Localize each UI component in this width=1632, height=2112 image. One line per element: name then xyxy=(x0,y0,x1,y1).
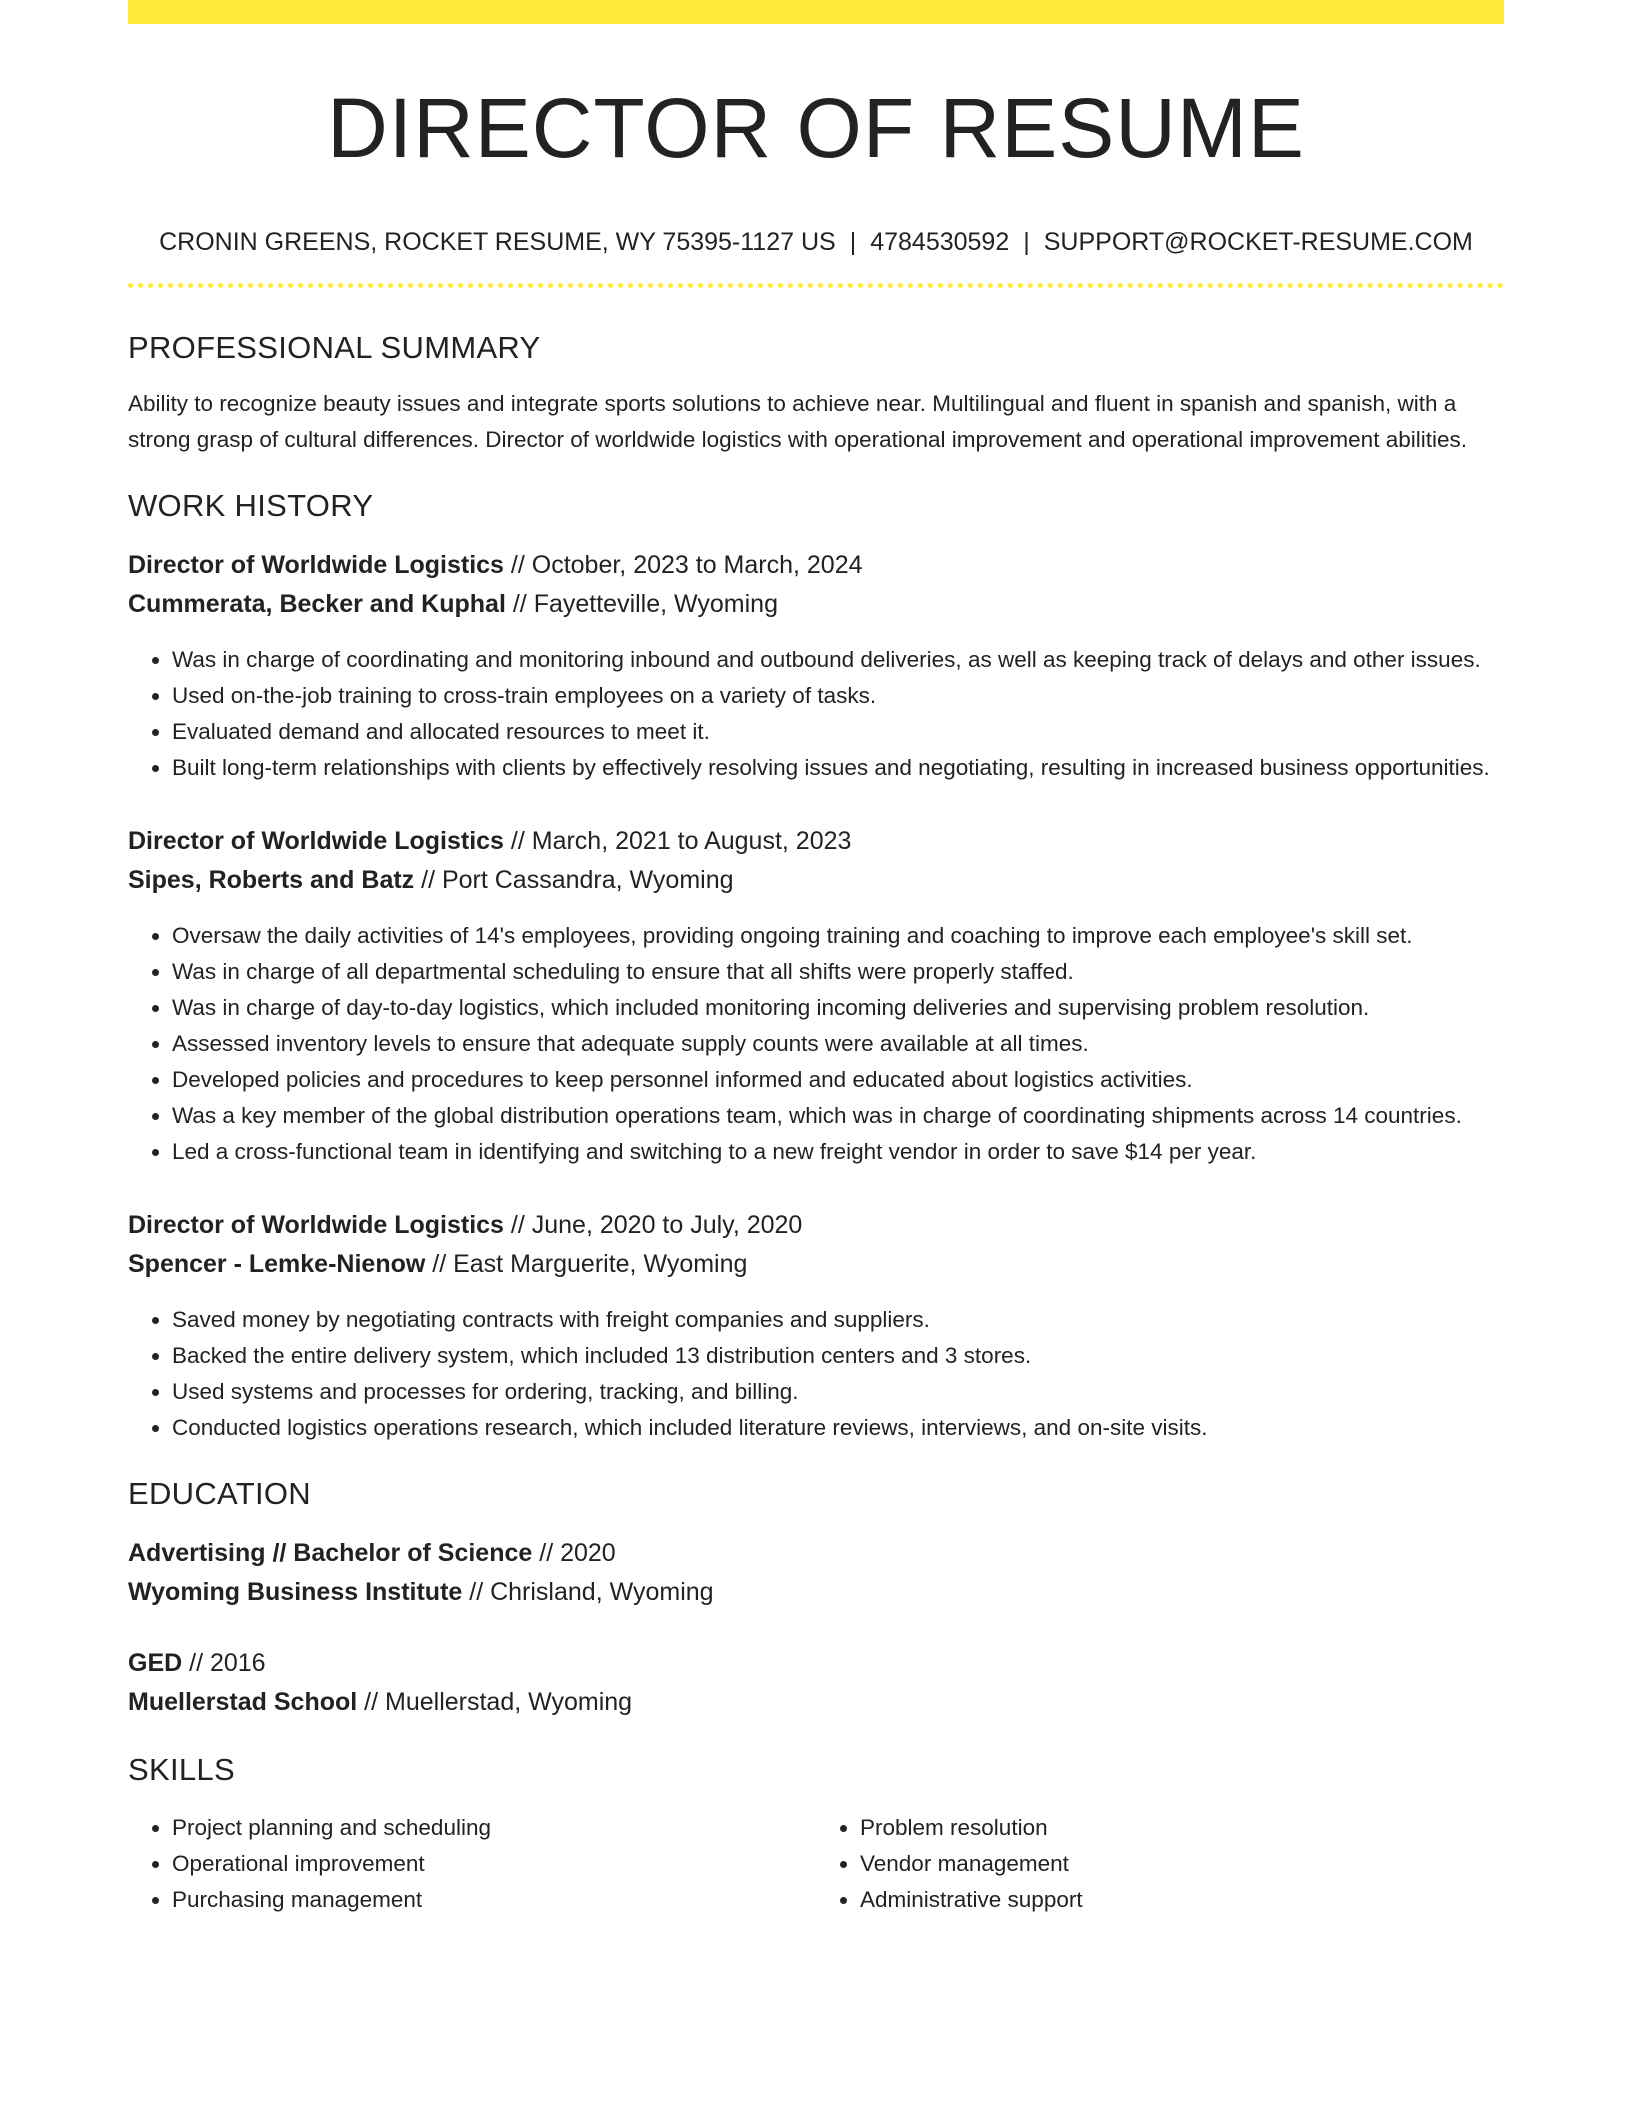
education-degree-line xyxy=(128,1644,1504,1683)
job-bullet: • Built long-term relationships with clients by effectively resolving issues and negotiating, resulting in increased business opportunities. xyxy=(172,750,1504,786)
education-entry xyxy=(128,1644,1504,1722)
job-entry xyxy=(128,1206,1504,1446)
job-role-line xyxy=(128,822,1504,861)
skill-item: • Project planning and scheduling xyxy=(172,1810,816,1846)
job-location: // Fayetteville, Wyoming xyxy=(505,590,778,619)
job-bullet: • Developed policies and procedures to keep personnel informed and educated about logistics activities. xyxy=(172,1062,1504,1098)
job-bullet: • Backed the entire delivery system, which included 13 distribution centers and 3 stores. xyxy=(172,1338,1504,1374)
job-company-line xyxy=(128,1245,1504,1284)
job-location: // East Marguerite, Wyoming xyxy=(425,1250,748,1279)
job-bullet: • Evaluated demand and allocated resources to meet it. xyxy=(172,714,1504,750)
job-role: Director of Worldwide Logistics xyxy=(128,827,504,856)
job-bullet: • Was in charge of coordinating and monitoring inbound and outbound deliveries, as well as keeping track of delays and other issues. xyxy=(172,642,1504,678)
job-company: Sipes, Roberts and Batz xyxy=(128,866,415,895)
contact-separator: | xyxy=(1023,228,1030,257)
job-company: Cummerata, Becker and Kuphal xyxy=(128,590,506,619)
job-bullets xyxy=(128,1302,1504,1446)
skill-item: • Purchasing management xyxy=(172,1882,816,1918)
skills-heading: SKILLS xyxy=(128,1752,235,1788)
job-entry xyxy=(128,822,1504,1170)
skills-column-right xyxy=(816,1810,1504,1918)
job-dates: // October, 2023 to March, 2024 xyxy=(503,551,863,580)
skill-item: • Operational improvement xyxy=(172,1846,816,1882)
contact-phone: 4784530592 xyxy=(870,228,1010,257)
job-bullet: • Conducted logistics operations research, which included literature reviews, interviews, and on-site visits. xyxy=(172,1410,1504,1446)
job-bullets xyxy=(128,918,1504,1170)
education-school-line xyxy=(128,1683,1504,1722)
skills-list xyxy=(128,1810,1504,1918)
job-dates: // March, 2021 to August, 2023 xyxy=(503,827,852,856)
job-dates: // June, 2020 to July, 2020 xyxy=(503,1211,803,1240)
summary-text: Ability to recognize beauty issues and integrate sports solutions to achieve near. Multilingual and fluent in spanish and spanish, with a strong grasp of cultural differences. Director of worldwide logistics with operational improvement and operational improvement abilities. xyxy=(128,391,1467,453)
job-bullet: • Led a cross-functional team in identifying and switching to a new freight vendor in order to save $14 per year. xyxy=(172,1134,1504,1170)
job-role: Director of Worldwide Logistics xyxy=(128,1211,504,1240)
job-company: Spencer - Lemke-Nienow xyxy=(128,1250,426,1279)
resume-name: DIRECTOR OF RESUME xyxy=(327,81,1305,175)
contact-separator: | xyxy=(849,228,857,257)
education-location: // Muellerstad, Wyoming xyxy=(357,1688,633,1717)
resume-page xyxy=(128,0,1504,1918)
job-role-line xyxy=(128,546,1504,585)
work-history-heading: WORK HISTORY xyxy=(128,488,374,524)
job-entry xyxy=(128,546,1504,786)
skill-item: • Vendor management xyxy=(860,1846,1504,1882)
education-degree: Advertising // Bachelor of Science xyxy=(128,1539,533,1568)
education-entry xyxy=(128,1534,1504,1612)
job-bullet: • Was in charge of day-to-day logistics, which included monitoring incoming deliveries and supervising problem resolution. xyxy=(172,990,1504,1026)
education-degree-line xyxy=(128,1534,1504,1573)
job-bullet: • Assessed inventory levels to ensure that adequate supply counts were available at all times. xyxy=(172,1026,1504,1062)
top-accent-bar xyxy=(128,0,1504,24)
skill-item: • Administrative support xyxy=(860,1882,1504,1918)
education-school: Muellerstad School xyxy=(128,1688,358,1717)
job-role-line xyxy=(128,1206,1504,1245)
education-year: // 2020 xyxy=(532,1539,616,1568)
skills-column-left xyxy=(128,1810,816,1918)
job-bullet: • Saved money by negotiating contracts with freight companies and suppliers. xyxy=(172,1302,1504,1338)
education-degree: GED xyxy=(128,1649,183,1678)
job-company-line xyxy=(128,585,1504,624)
job-bullet: • Oversaw the daily activities of 14's employees, providing ongoing training and coaching to improve each employee's skill set. xyxy=(172,918,1504,954)
contact-email: SUPPORT@ROCKET-RESUME.COM xyxy=(1043,228,1473,257)
job-role: Director of Worldwide Logistics xyxy=(128,551,504,580)
dotted-divider xyxy=(128,283,1504,288)
job-company-line xyxy=(128,861,1504,900)
education-school-line xyxy=(128,1573,1504,1612)
education-school: Wyoming Business Institute xyxy=(128,1578,463,1607)
job-bullet: • Used on-the-job training to cross-train employees on a variety of tasks. xyxy=(172,678,1504,714)
job-location: // Port Cassandra, Wyoming xyxy=(414,866,734,895)
education-location: // Chrisland, Wyoming xyxy=(462,1578,714,1607)
job-bullet: • Was in charge of all departmental scheduling to ensure that all shifts were properly staffed. xyxy=(172,954,1504,990)
skill-item: • Problem resolution xyxy=(860,1810,1504,1846)
education-heading: EDUCATION xyxy=(128,1476,311,1512)
job-bullets xyxy=(128,642,1504,786)
summary-heading: PROFESSIONAL SUMMARY xyxy=(128,330,541,366)
education-year: // 2016 xyxy=(182,1649,266,1678)
job-bullet: • Used systems and processes for ordering, tracking, and billing. xyxy=(172,1374,1504,1410)
contact-address: CRONIN GREENS, ROCKET RESUME, WY 75395-1127 US xyxy=(159,228,836,257)
contact-line xyxy=(128,228,1504,257)
job-bullet: • Was a key member of the global distribution operations team, which was in charge of coordinating shipments across 14 countries. xyxy=(172,1098,1504,1134)
